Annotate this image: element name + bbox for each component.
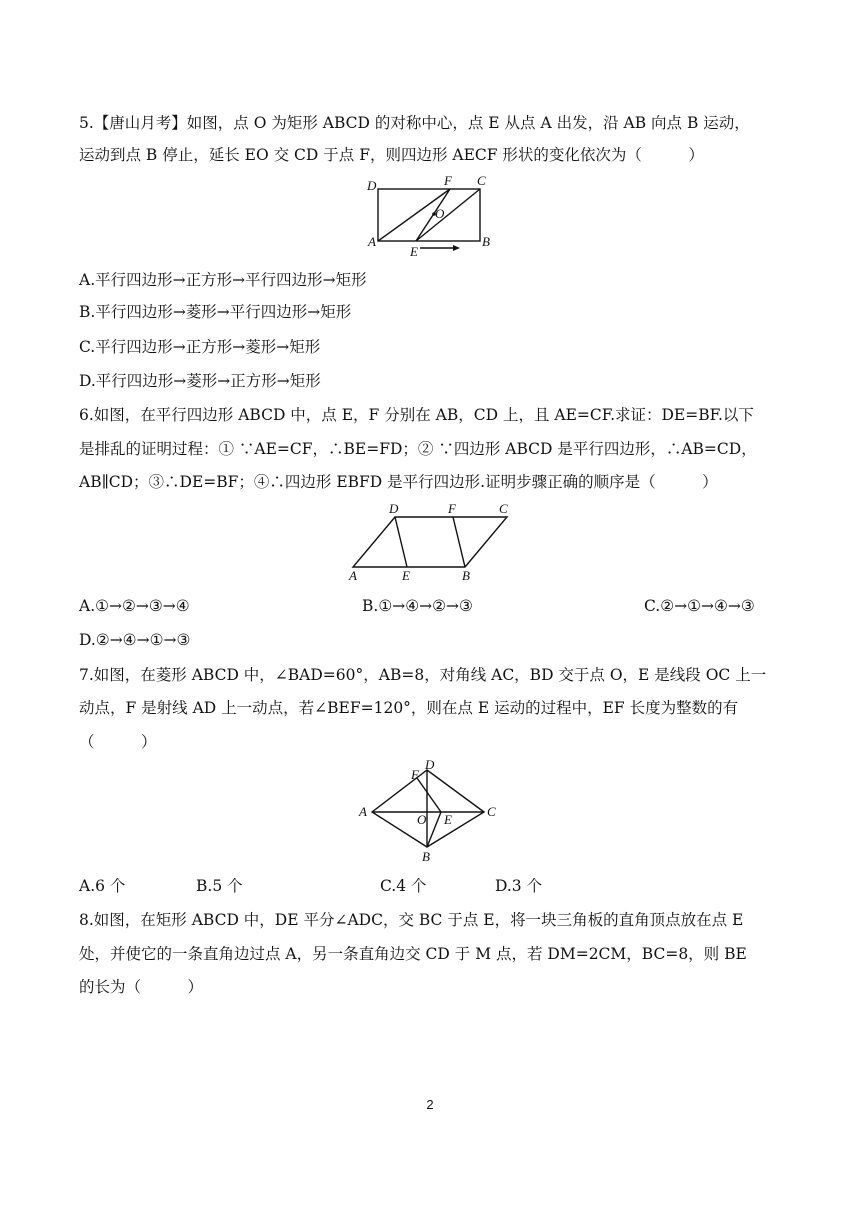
q5-rect-abcd <box>378 189 480 241</box>
q5-label-a: A <box>368 234 376 249</box>
q6-line-2: 是排乱的证明过程：① ∵AE=CF，∴BE=FD；② ∵四边形 ABCD 是平行四边形，∴AB=CD， <box>79 440 757 458</box>
q6-line-3: AB∥CD；③∴DE=BF；④∴四边形 EBFD 是平行四边形.证明步骤正确的顺序是（ ） <box>79 473 718 491</box>
q8-line-2: 处，并使它的一条直角边过点 A，另一条直角边交 CD 于 M 点，若 DM=2CM，BC=8，则 BE <box>79 945 747 963</box>
q6-label-f: F <box>448 501 456 516</box>
q5-option-c: C.平行四边形→正方形→菱形→矩形 <box>79 338 321 356</box>
q5-label-d: D <box>367 178 377 193</box>
q7-line-3: （ ） <box>79 733 157 751</box>
q7-label-a: A <box>359 804 367 819</box>
q5-arrowhead-icon <box>453 245 460 251</box>
q6-option-a: A.①→②→③→④ <box>79 597 190 615</box>
q7-label-d: D <box>425 757 435 772</box>
q6-option-c: C.②→①→④→③ <box>644 597 755 615</box>
q7-segment-ef <box>417 778 441 812</box>
q5-label-b: B <box>482 234 490 249</box>
q8-line-1: 8.如图，在矩形 ABCD 中，DE 平分∠ADC，交 BC 于点 E，将一块三角板的直角顶点放在点 E <box>79 911 744 929</box>
q6-segment-de <box>395 517 407 567</box>
q5-label-e: E <box>410 244 418 259</box>
q7-option-d: D.3 个 <box>495 877 543 895</box>
q5-option-a: A.平行四边形→正方形→平行四边形→矩形 <box>79 271 367 289</box>
q6-figure-parallelogram <box>345 500 520 586</box>
q6-option-d: D.②→④→①→③ <box>79 631 191 649</box>
q5-option-d: D.平行四边形→菱形→正方形→矩形 <box>79 372 321 390</box>
q7-line-1: 7.如图，在菱形 ABCD 中，∠BAD=60°，AB=8，对角线 AC，BD 交于点 O，E 是线段 OC 上一 <box>79 666 767 684</box>
q7-segment-be <box>427 812 441 847</box>
q6-segment-fb <box>453 517 465 567</box>
q7-label-c: C <box>487 804 496 819</box>
q5-label-c: C <box>477 173 486 188</box>
q8-line-3: 的长为（ ） <box>79 978 204 996</box>
q5-option-b: B.平行四边形→菱形→平行四边形→矩形 <box>79 303 352 321</box>
q7-option-a: A.6 个 <box>79 877 126 895</box>
q6-line-1: 6.如图，在平行四边形 ABCD 中，点 E，F 分别在 AB，CD 上，且 AE=CF.求证：DE=BF.以下 <box>79 406 754 424</box>
q6-label-b: B <box>462 568 470 583</box>
q6-parallelogram-abcd <box>353 517 507 567</box>
q5-figure-rectangle <box>360 172 500 260</box>
q5-line-1: 5.【唐山月考】如图，点 O 为矩形 ABCD 的对称中心，点 E 从点 A 出发，沿 AB 向点 B 运动， <box>79 114 750 132</box>
q7-line-2: 动点，F 是射线 AD 上一动点，若∠BEF=120°，则在点 E 运动的过程中，EF 长度为整数的有 <box>79 699 739 717</box>
q6-option-b: B.①→④→②→③ <box>362 597 473 615</box>
q7-rhombus-abcd <box>372 770 484 847</box>
page-number: 2 <box>426 1097 434 1112</box>
q7-label-o: O <box>417 812 427 827</box>
q7-option-c: C.4 个 <box>380 877 427 895</box>
q7-label-e: E <box>444 812 452 827</box>
q7-label-b: B <box>422 849 430 864</box>
q6-label-a: A <box>349 568 357 583</box>
q5-label-f: F <box>444 173 452 188</box>
q6-label-d: D <box>389 501 399 516</box>
q7-option-b: B.5 个 <box>196 877 243 895</box>
q5-segment-ec <box>416 189 480 241</box>
q7-label-f: F <box>411 767 419 782</box>
q5-label-o: O <box>435 206 445 221</box>
q5-line-2: 运动到点 B 停止，延长 EO 交 CD 于点 F，则四边形 AECF 形状的变化依次为（ ） <box>79 146 704 164</box>
q7-figure-rhombus <box>355 755 505 867</box>
q6-label-c: C <box>499 501 508 516</box>
q6-label-e: E <box>402 568 410 583</box>
